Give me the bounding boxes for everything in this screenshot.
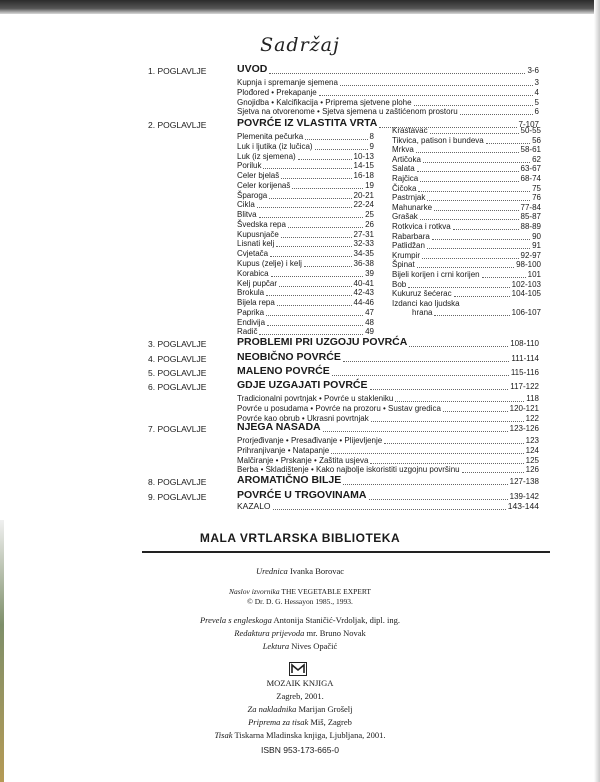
- entry-title: Patlidžan: [392, 241, 425, 251]
- dot-leader: [277, 305, 352, 306]
- entry-title: Mahunarke: [392, 202, 433, 212]
- entry-title: Plođored • Prekapanje: [237, 87, 317, 97]
- entry-title: Radič: [237, 327, 258, 337]
- entry-title: hrana: [412, 308, 433, 318]
- entry-pages: 75: [532, 183, 541, 193]
- dot-leader: [332, 375, 509, 376]
- chapter-title: MALENO POVRĆE: [237, 365, 330, 377]
- entry-title: Krastavac: [392, 126, 428, 135]
- entry-pages: 118: [526, 394, 539, 403]
- toc-entry: [392, 261, 541, 269]
- entry-pages: 47: [365, 307, 374, 317]
- toc-entry: [237, 405, 539, 413]
- scan-top-edge: [0, 0, 600, 14]
- dot-leader: [281, 237, 352, 238]
- entry-pages: 125: [525, 455, 539, 465]
- entry-pages: 56: [532, 135, 541, 145]
- entry-title: Kupus (zelje) i kelj: [237, 259, 302, 268]
- entry-title: KAZALO: [237, 501, 271, 511]
- chapter-title: POVRĆE IZ VLASTITA VRTA: [237, 117, 378, 129]
- entry-title: Tikvica, patison i bundeva: [392, 135, 484, 145]
- entry-title: Korabica: [237, 268, 269, 278]
- entry-title: Šparoga: [237, 190, 268, 200]
- entry-pages: 68-74: [520, 174, 541, 183]
- dot-leader: [323, 431, 508, 432]
- dot-leader: [305, 139, 367, 140]
- toc-entry: [237, 328, 374, 336]
- chapter-label: 5. POGLAVLJE: [148, 368, 207, 378]
- entry-title: Berba • Skladištenje • Kako najbolje iskoristiti uzgojnu površinu: [237, 465, 460, 475]
- chapter-pages: 139-142: [509, 491, 539, 501]
- entry-title: Plemenita pečurka: [237, 132, 304, 141]
- entry-title: Krumpir: [392, 250, 421, 260]
- dot-leader: [417, 171, 519, 172]
- dot-leader: [482, 277, 526, 278]
- dot-leader: [384, 443, 523, 444]
- dot-leader: [423, 162, 530, 163]
- entry-pages: 123: [525, 436, 539, 445]
- entry-pages: 25: [365, 210, 374, 220]
- dot-leader: [460, 114, 533, 115]
- chapter-label: 8. POGLAVLJE: [148, 477, 207, 487]
- toc-entry: [237, 79, 539, 87]
- toc-entry: [237, 99, 539, 107]
- publisher-logo-icon: [289, 662, 307, 676]
- series-title: MALA VRTLARSKA BIBLIOTEKA: [199, 531, 401, 545]
- entry-title: Povrće kao obrub • Ukrasni povrtnjak: [237, 413, 369, 423]
- dot-leader: [417, 267, 514, 268]
- entry-pages: 124: [525, 445, 539, 455]
- dot-leader: [408, 287, 509, 288]
- dot-leader: [281, 178, 351, 179]
- dot-leader: [395, 401, 524, 402]
- entry-title: Kupusnjače: [237, 229, 279, 239]
- toc-entry: [237, 231, 374, 239]
- entry-pages: 36-38: [353, 259, 374, 268]
- chapter-label: 4. POGLAVLJE: [148, 354, 207, 364]
- entry-title: Cikla: [237, 200, 255, 210]
- dot-leader: [288, 227, 363, 228]
- entry-pages: 63-67: [520, 164, 541, 174]
- entry-title: Kupnja i spremanje sjemena: [237, 78, 338, 87]
- toc-entry: [392, 127, 541, 135]
- entry-pages: 16-18: [353, 171, 374, 181]
- dot-leader: [259, 217, 364, 218]
- chapter-label: 7. POGLAVLJE: [148, 424, 207, 434]
- toc-entry: [237, 89, 539, 97]
- entry-pages: 90: [532, 231, 541, 241]
- entry-title: Sjetva na otvorenome • Sjetva sjemena u zaštićenom prostoru: [237, 107, 458, 117]
- dot-leader: [370, 389, 509, 390]
- toc-entry: [237, 162, 374, 170]
- entry-pages: 91: [532, 241, 541, 251]
- dot-leader: [422, 258, 519, 259]
- toc-entry: [392, 213, 541, 221]
- entry-pages: 20-21: [353, 190, 374, 200]
- credit-for-publisher: Za nakladnika Marijan Grošelj: [247, 704, 353, 714]
- dot-leader: [432, 239, 530, 240]
- toc-entry: [392, 194, 541, 202]
- entry-pages: 27-31: [353, 229, 374, 239]
- toc-entry: [392, 233, 541, 241]
- divider: [142, 551, 550, 553]
- chapter-pages: 117-122: [510, 381, 539, 391]
- dot-leader: [418, 191, 530, 192]
- toc-entry: [237, 182, 374, 190]
- toc-entry: [392, 242, 541, 250]
- entry-pages: 5: [534, 97, 539, 107]
- dot-leader: [259, 334, 363, 335]
- entry-title: Bijela repa: [237, 298, 275, 308]
- entry-pages: 122: [525, 413, 539, 423]
- toc-entry: [237, 395, 539, 403]
- entry-title: Bob: [392, 279, 407, 289]
- scan-left-edge: [0, 520, 4, 782]
- entry-title: Izdanci kao ljudska: [392, 298, 460, 308]
- toc-entry: [237, 250, 374, 258]
- entry-pages: 120-121: [509, 403, 539, 413]
- toc-entry: [237, 108, 539, 116]
- dot-leader: [370, 463, 523, 464]
- entry-title: Bijeli korijen i crni korijen: [392, 270, 480, 279]
- entry-pages: 4: [534, 87, 539, 97]
- entry-pages: 48: [365, 317, 374, 327]
- toc-entry: [392, 156, 541, 164]
- toc-entry: [237, 270, 374, 278]
- toc-entry: [237, 280, 374, 288]
- entry-title: Čičoka: [392, 183, 417, 193]
- entry-pages: 6: [534, 107, 539, 117]
- chapter-title: POVRĆE U TRGOVINAMA: [237, 489, 367, 501]
- dot-leader: [298, 159, 352, 160]
- entry-title: Endivija: [237, 317, 266, 327]
- toc-entry: [237, 211, 374, 219]
- credit-original-title: Naslov izvornika THE VEGETABLE EXPERT: [228, 587, 371, 596]
- entry-title: Prihranjivanje • Natapanje: [237, 445, 330, 455]
- credit-redaction: Redaktura prijevoda mr. Bruno Novak: [234, 628, 366, 638]
- dot-leader: [257, 207, 352, 208]
- credit-prepress: Priprema za tisak Miš, Zagreb: [248, 717, 352, 727]
- entry-pages: 88-89: [520, 222, 541, 231]
- chapter-label: 9. POGLAVLJE: [148, 492, 207, 502]
- entry-title: Pastrnjak: [392, 193, 426, 203]
- chapter-heading: [237, 352, 539, 363]
- dot-leader: [340, 85, 533, 86]
- toc-entry: [237, 221, 374, 229]
- entry-pages: 42-43: [353, 288, 374, 298]
- chapter-title: AROMATIČNO BILJE: [237, 474, 342, 486]
- entry-pages: 50-55: [520, 126, 541, 135]
- entry-pages: 44-46: [353, 298, 374, 308]
- dot-leader: [279, 286, 352, 287]
- chapter-heading: [237, 337, 539, 348]
- toc-entry: [392, 175, 541, 183]
- dot-leader: [263, 168, 351, 169]
- entry-title: Špinat: [392, 260, 415, 270]
- chapter-title: NEOBIČNO POVRĆE: [237, 351, 341, 363]
- chapter-heading: [237, 475, 539, 486]
- chapter-label: 1. POGLAVLJE: [148, 66, 207, 76]
- dot-leader: [266, 295, 351, 296]
- toc-entry: [237, 319, 374, 327]
- toc-entry: [392, 223, 541, 231]
- scan-right-edge: [594, 0, 600, 782]
- toc-entry: [237, 457, 539, 465]
- dot-leader: [454, 296, 510, 297]
- entry-pages: 106-107: [511, 308, 541, 318]
- credit-lektura: Lektura Nives Opačić: [262, 641, 338, 651]
- entry-title: Gnojidba • Kalcifikacija • Priprema sjetvene plohe: [237, 97, 412, 107]
- toc-entry: [237, 201, 374, 209]
- dot-leader: [319, 95, 533, 96]
- credit-editor: Urednica Ivanka Borovac: [256, 566, 344, 576]
- toc-entry: [392, 137, 541, 145]
- chapter-title: PROBLEMI PRI UZGOJU POVRĆA: [237, 336, 408, 348]
- entry-pages: 10-13: [353, 151, 374, 161]
- chapter-pages: 127-138: [509, 476, 539, 486]
- entry-pages: 40-41: [353, 278, 374, 288]
- toc-entry: [392, 290, 541, 298]
- chapter-heading: [237, 366, 539, 377]
- toc-entry: [237, 153, 374, 161]
- entry-pages: 76: [532, 193, 541, 203]
- entry-title: Poriluk: [237, 161, 262, 171]
- entry-pages: 19: [365, 180, 374, 190]
- dot-leader: [409, 346, 508, 347]
- dot-leader: [443, 411, 508, 412]
- dot-leader: [343, 361, 510, 362]
- entry-pages: 34-35: [353, 249, 374, 259]
- entry-title: Tradicionalni povrtnjak • Povrće u stakleniku: [237, 394, 394, 403]
- chapter-heading: [237, 380, 539, 391]
- chapter-pages: 115-116: [510, 367, 539, 377]
- toc-entry: [237, 437, 539, 445]
- dot-leader: [420, 219, 519, 220]
- entry-pages: 98-100: [516, 260, 541, 270]
- credit-copyright: © Dr. D. G. Hessayon 1985., 1993.: [247, 597, 353, 606]
- dot-leader: [486, 143, 530, 144]
- entry-title: Salata: [392, 164, 415, 174]
- entry-title: Grašak: [392, 212, 418, 222]
- entry-pages: 26: [365, 219, 374, 229]
- chapter-pages: 3-6: [527, 65, 539, 75]
- entry-title: Blitva: [237, 210, 257, 220]
- dot-leader: [269, 73, 525, 74]
- chapter-pages: 7-107: [518, 119, 539, 129]
- dot-leader: [462, 472, 524, 473]
- toc-entry: [392, 146, 541, 154]
- dot-leader: [304, 266, 352, 267]
- entry-title: Artičoka: [392, 154, 421, 164]
- chapter-heading: [237, 422, 539, 433]
- chapter-heading: [237, 64, 539, 75]
- entry-pages: 58-61: [520, 145, 541, 155]
- chapter-title: NJEGA NASADA: [237, 421, 321, 433]
- toc-entry: [237, 299, 374, 307]
- dot-leader: [331, 453, 523, 454]
- entry-pages: 101: [527, 270, 541, 279]
- dot-leader: [269, 198, 351, 199]
- entry-pages: 104-105: [511, 289, 541, 299]
- dot-leader: [270, 256, 351, 257]
- dot-leader: [427, 248, 530, 249]
- toc-entry: [237, 260, 374, 268]
- entry-title: Celer bjelaš: [237, 171, 280, 181]
- entry-title: Cvjetača: [237, 249, 269, 259]
- toc-entry: [237, 240, 374, 248]
- dot-leader: [267, 325, 363, 326]
- entry-pages: 102-103: [511, 279, 541, 289]
- chapter-heading: [237, 490, 539, 501]
- chapter-title: UVOD: [237, 63, 268, 75]
- toc-entry: [392, 281, 541, 289]
- chapter-label: 2. POGLAVLJE: [148, 120, 207, 130]
- dot-leader: [343, 484, 507, 485]
- entry-pages: 39: [365, 268, 374, 278]
- entry-pages: 3: [534, 78, 539, 87]
- entry-title: Prorjeđivanje • Presađivanje • Plijevljenje: [237, 436, 383, 445]
- dot-leader: [434, 210, 519, 211]
- entry-pages: 22-24: [353, 200, 374, 210]
- entry-title: Rajčica: [392, 174, 419, 183]
- toc-entry: [392, 204, 541, 212]
- dot-leader: [273, 509, 506, 510]
- entry-title: Rabarbara: [392, 231, 430, 241]
- entry-pages: 143-144: [507, 501, 539, 511]
- entry-pages: 126: [525, 465, 539, 475]
- dot-leader: [453, 229, 519, 230]
- chapter-pages: 111-114: [511, 353, 539, 363]
- entry-pages: 14-15: [353, 161, 374, 171]
- entry-title: Brokula: [237, 288, 265, 298]
- entry-title: Malčiranje • Prskanje • Zaštita usjeva: [237, 455, 369, 465]
- credit-place-year: Zagreb, 2001.: [276, 691, 324, 701]
- toc-entry: [237, 133, 374, 141]
- toc-entry: [237, 447, 539, 455]
- chapter-title: GDJE UZGAJATI POVRĆE: [237, 379, 368, 391]
- entry-pages: 8: [369, 132, 374, 141]
- entry-title: Kelj pupčar: [237, 278, 278, 288]
- dot-leader: [292, 188, 363, 189]
- dot-leader: [414, 105, 533, 106]
- entry-title: Povrće u posudama • Povrće na prozoru • Sustav gredica: [237, 403, 441, 413]
- toc-entry: [392, 271, 541, 279]
- entry-title: Paprika: [237, 307, 265, 317]
- entry-pages: 49: [365, 327, 374, 337]
- chapter-label: 6. POGLAVLJE: [148, 382, 207, 392]
- dot-leader: [276, 246, 351, 247]
- entry-pages: 9: [369, 141, 374, 151]
- chapter-pages: 108-110: [510, 338, 539, 348]
- entry-title: Celer korijenaš: [237, 180, 291, 190]
- credit-isbn: ISBN 953-173-665-0: [261, 745, 339, 755]
- page-title: Sadržaj: [260, 34, 340, 56]
- chapter-pages: 123-126: [509, 423, 539, 433]
- entry-title: Luk (iz sjemena): [237, 151, 296, 161]
- dot-leader: [271, 276, 364, 277]
- entry-pages: 77-84: [520, 202, 541, 212]
- entry-pages: 32-33: [353, 239, 374, 249]
- entry-title: Mrkva: [392, 145, 414, 155]
- dot-leader: [427, 200, 530, 201]
- entry-pages: 62: [532, 154, 541, 164]
- entry-title: Rotkvica i rotkva: [392, 222, 451, 231]
- entry-title: Švedska repa: [237, 219, 286, 229]
- entry-title: Kukuruz šećerac: [392, 289, 452, 299]
- dot-leader: [315, 149, 368, 150]
- dot-leader: [430, 133, 519, 134]
- dot-leader: [434, 315, 509, 316]
- dot-leader: [369, 499, 508, 500]
- toc-entry: [392, 165, 541, 173]
- toc-entry: [392, 300, 541, 308]
- toc-entry: [237, 309, 374, 317]
- dot-leader: [420, 181, 518, 182]
- entry-title: Lisnati kelj: [237, 239, 275, 249]
- toc-entry: [392, 185, 541, 193]
- credit-translation: Prevela s engleskoga Antonija Staničić-Vrdoljak, dipl. ing.: [199, 615, 401, 625]
- entry-title: Luk i ljutika (iz lučica): [237, 141, 313, 151]
- toc-entry: [237, 289, 374, 297]
- toc-entry: [237, 172, 374, 180]
- toc-entry: [392, 252, 541, 260]
- toc-entry: [237, 192, 374, 200]
- toc-index: [237, 502, 539, 511]
- chapter-label: 3. POGLAVLJE: [148, 339, 207, 349]
- toc-entry: [412, 309, 541, 317]
- credit-publisher: MOZAIK KNJIGA: [266, 678, 334, 688]
- entry-pages: 85-87: [520, 212, 541, 222]
- dot-leader: [416, 152, 519, 153]
- dot-leader: [266, 315, 363, 316]
- entry-pages: 92-97: [520, 250, 541, 260]
- credit-print: Tisak Tiskarna Mladinska knjiga, Ljubljana, 2001.: [214, 730, 386, 740]
- toc-entry: [237, 143, 374, 151]
